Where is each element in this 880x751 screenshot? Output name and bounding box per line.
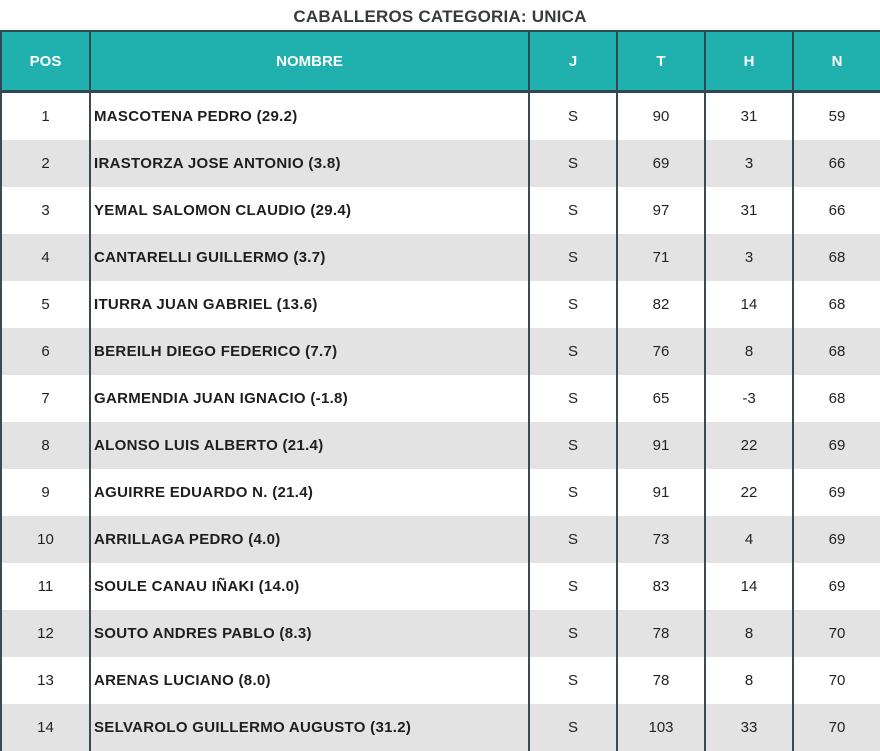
cell-j: S bbox=[529, 92, 617, 141]
cell-h: 4 bbox=[705, 516, 793, 563]
cell-j: S bbox=[529, 704, 617, 751]
results-table bbox=[0, 30, 880, 751]
cell-j: S bbox=[529, 657, 617, 704]
table-row bbox=[1, 563, 880, 610]
column-header-pos: POS bbox=[1, 31, 90, 92]
cell-nombre: BEREILH DIEGO FEDERICO (7.7) bbox=[90, 328, 529, 375]
cell-pos: 7 bbox=[1, 375, 90, 422]
cell-pos: 4 bbox=[1, 234, 90, 281]
cell-n: 69 bbox=[793, 563, 880, 610]
cell-nombre: ARRILLAGA PEDRO (4.0) bbox=[90, 516, 529, 563]
cell-nombre: SOUTO ANDRES PABLO (8.3) bbox=[90, 610, 529, 657]
cell-t: 103 bbox=[617, 704, 705, 751]
column-header-t: T bbox=[617, 31, 705, 92]
cell-n: 69 bbox=[793, 516, 880, 563]
cell-nombre: ALONSO LUIS ALBERTO (21.4) bbox=[90, 422, 529, 469]
cell-h: 31 bbox=[705, 92, 793, 141]
cell-n: 70 bbox=[793, 657, 880, 704]
table-header-row bbox=[1, 31, 880, 92]
table-title: CABALLEROS CATEGORIA: UNICA bbox=[293, 7, 587, 26]
column-header-j: J bbox=[529, 31, 617, 92]
cell-t: 69 bbox=[617, 140, 705, 187]
cell-t: 65 bbox=[617, 375, 705, 422]
cell-n: 70 bbox=[793, 704, 880, 751]
cell-t: 73 bbox=[617, 516, 705, 563]
cell-n: 66 bbox=[793, 187, 880, 234]
cell-pos: 1 bbox=[1, 92, 90, 141]
cell-h: 3 bbox=[705, 140, 793, 187]
table-row bbox=[1, 92, 880, 141]
cell-j: S bbox=[529, 281, 617, 328]
cell-t: 91 bbox=[617, 422, 705, 469]
table-row bbox=[1, 469, 880, 516]
table-row bbox=[1, 422, 880, 469]
cell-n: 68 bbox=[793, 375, 880, 422]
cell-nombre: YEMAL SALOMON CLAUDIO (29.4) bbox=[90, 187, 529, 234]
cell-pos: 3 bbox=[1, 187, 90, 234]
cell-h: 22 bbox=[705, 422, 793, 469]
cell-h: 14 bbox=[705, 563, 793, 610]
cell-t: 76 bbox=[617, 328, 705, 375]
cell-t: 71 bbox=[617, 234, 705, 281]
cell-j: S bbox=[529, 422, 617, 469]
cell-n: 69 bbox=[793, 469, 880, 516]
cell-nombre: SOULE CANAU IÑAKI (14.0) bbox=[90, 563, 529, 610]
cell-h: 8 bbox=[705, 657, 793, 704]
table-row bbox=[1, 704, 880, 751]
cell-h: -3 bbox=[705, 375, 793, 422]
cell-n: 68 bbox=[793, 234, 880, 281]
table-row bbox=[1, 234, 880, 281]
cell-n: 68 bbox=[793, 281, 880, 328]
cell-j: S bbox=[529, 375, 617, 422]
table-row bbox=[1, 281, 880, 328]
table-row bbox=[1, 328, 880, 375]
table-row bbox=[1, 516, 880, 563]
cell-h: 31 bbox=[705, 187, 793, 234]
cell-nombre: ARENAS LUCIANO (8.0) bbox=[90, 657, 529, 704]
cell-h: 33 bbox=[705, 704, 793, 751]
cell-nombre: AGUIRRE EDUARDO N. (21.4) bbox=[90, 469, 529, 516]
cell-h: 3 bbox=[705, 234, 793, 281]
cell-t: 78 bbox=[617, 657, 705, 704]
cell-pos: 13 bbox=[1, 657, 90, 704]
table-row bbox=[1, 657, 880, 704]
cell-h: 22 bbox=[705, 469, 793, 516]
cell-t: 82 bbox=[617, 281, 705, 328]
cell-nombre: CANTARELLI GUILLERMO (3.7) bbox=[90, 234, 529, 281]
cell-pos: 14 bbox=[1, 704, 90, 751]
column-header-nombre: NOMBRE bbox=[90, 31, 529, 92]
cell-pos: 5 bbox=[1, 281, 90, 328]
cell-j: S bbox=[529, 328, 617, 375]
cell-nombre: MASCOTENA PEDRO (29.2) bbox=[90, 92, 529, 141]
cell-j: S bbox=[529, 469, 617, 516]
column-header-h: H bbox=[705, 31, 793, 92]
column-header-n: N bbox=[793, 31, 880, 92]
cell-h: 14 bbox=[705, 281, 793, 328]
cell-nombre: IRASTORZA JOSE ANTONIO (3.8) bbox=[90, 140, 529, 187]
cell-n: 69 bbox=[793, 422, 880, 469]
cell-nombre: SELVAROLO GUILLERMO AUGUSTO (31.2) bbox=[90, 704, 529, 751]
cell-t: 83 bbox=[617, 563, 705, 610]
cell-pos: 8 bbox=[1, 422, 90, 469]
cell-n: 68 bbox=[793, 328, 880, 375]
cell-t: 91 bbox=[617, 469, 705, 516]
cell-j: S bbox=[529, 516, 617, 563]
cell-pos: 9 bbox=[1, 469, 90, 516]
cell-j: S bbox=[529, 187, 617, 234]
cell-t: 97 bbox=[617, 187, 705, 234]
cell-n: 66 bbox=[793, 140, 880, 187]
cell-h: 8 bbox=[705, 610, 793, 657]
cell-j: S bbox=[529, 610, 617, 657]
cell-j: S bbox=[529, 234, 617, 281]
cell-pos: 6 bbox=[1, 328, 90, 375]
cell-n: 70 bbox=[793, 610, 880, 657]
cell-t: 90 bbox=[617, 92, 705, 141]
cell-nombre: ITURRA JUAN GABRIEL (13.6) bbox=[90, 281, 529, 328]
cell-nombre: GARMENDIA JUAN IGNACIO (-1.8) bbox=[90, 375, 529, 422]
cell-pos: 10 bbox=[1, 516, 90, 563]
table-row bbox=[1, 375, 880, 422]
table-row bbox=[1, 140, 880, 187]
table-row bbox=[1, 610, 880, 657]
cell-pos: 12 bbox=[1, 610, 90, 657]
cell-pos: 11 bbox=[1, 563, 90, 610]
cell-t: 78 bbox=[617, 610, 705, 657]
cell-j: S bbox=[529, 563, 617, 610]
cell-n: 59 bbox=[793, 92, 880, 141]
cell-j: S bbox=[529, 140, 617, 187]
cell-pos: 2 bbox=[1, 140, 90, 187]
table-row bbox=[1, 187, 880, 234]
cell-h: 8 bbox=[705, 328, 793, 375]
